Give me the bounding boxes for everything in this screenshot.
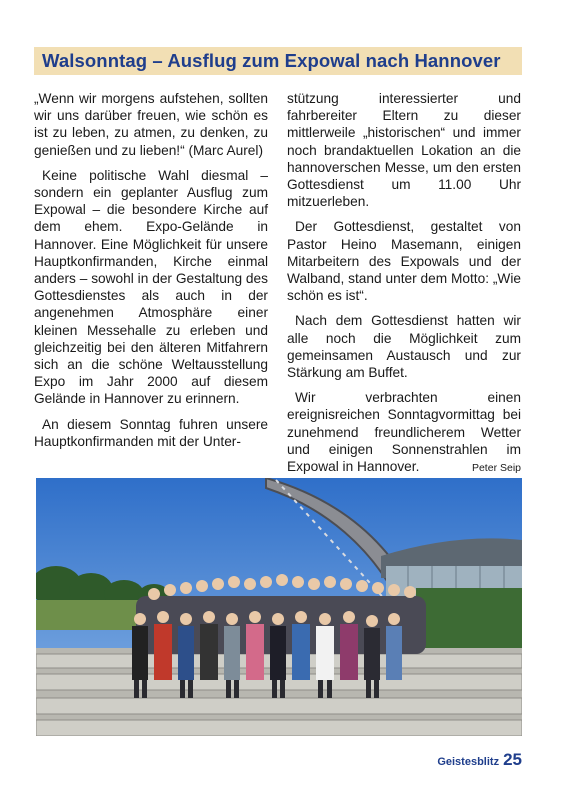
group-photo xyxy=(36,478,522,736)
paragraph: Nach dem Gottesdienst hatten wir alle noch die Möglichkeit zum gemeinsamen Austausch und zur Stärkung am Buffet. xyxy=(287,313,521,381)
paragraph xyxy=(287,389,521,475)
page-footer xyxy=(437,750,522,770)
title-bar xyxy=(34,47,522,75)
paragraph: Der Gottesdienst, gestaltet von Pastor Heino Masemann, einigen Mitarbeitern des Expowals und der Walband, stand unter dem Motto: „Wie schön es ist“. xyxy=(287,219,521,304)
paragraph: stützung interessierter und fahrbereiter Eltern zu dieser mittlerweile „historischen“ und immer noch brandaktuellen Lokation an die hannoverschen Messe, um den ersten Gottesdienst um 11.00 Uhr mitzuerleben. xyxy=(287,91,521,210)
right-column xyxy=(287,90,521,483)
left-column xyxy=(34,90,268,458)
paragraph: Keine politische Wahl diesmal – sondern ein geplanter Ausflug zum Expowal – die besondere Kirche auf dem ehem. Expo-Gelände in Hannover. Eine Möglichkeit für unsere Hauptkonfirmanden, Kirche einmal anders – sowohl in der Gestaltung des Gottesdienstes als auch in der angenehmen Atmosphäre einer kleinen Messehalle zu erleben und gleichzeitig bei den älteren Mitfahrern sich an die schöne Weltausstellung Expo im Jahr 2000 auf diesem Gelände in Hannover zu erinnern. xyxy=(34,167,268,407)
article-title: Walsonntag – Ausflug zum Expowal nach Hannover xyxy=(42,50,501,71)
group-photo-illustration xyxy=(36,478,522,736)
magazine-name: Geistesblitz xyxy=(437,756,500,768)
author-signature: Peter Seip xyxy=(471,462,521,475)
paragraph: An diesem Sonntag fuhren unsere Hauptkonfirmanden mit der Unter- xyxy=(34,416,268,449)
page-number: 25 xyxy=(503,750,522,769)
quote-paragraph: „Wenn wir morgens aufstehen, sollten wir uns darüber freuen, wie schön es ist zu leben, zu atmen, zu denken, zu genießen und zu lieben!“ (Marc Aurel) xyxy=(34,91,268,158)
paragraph-text: Wir verbrachten einen ereignisreichen Sonntagvormittag bei zunehmend freundlicherem Wetter und einigen Sonnenstrahlen im Expowal in Hannover. xyxy=(287,390,521,475)
